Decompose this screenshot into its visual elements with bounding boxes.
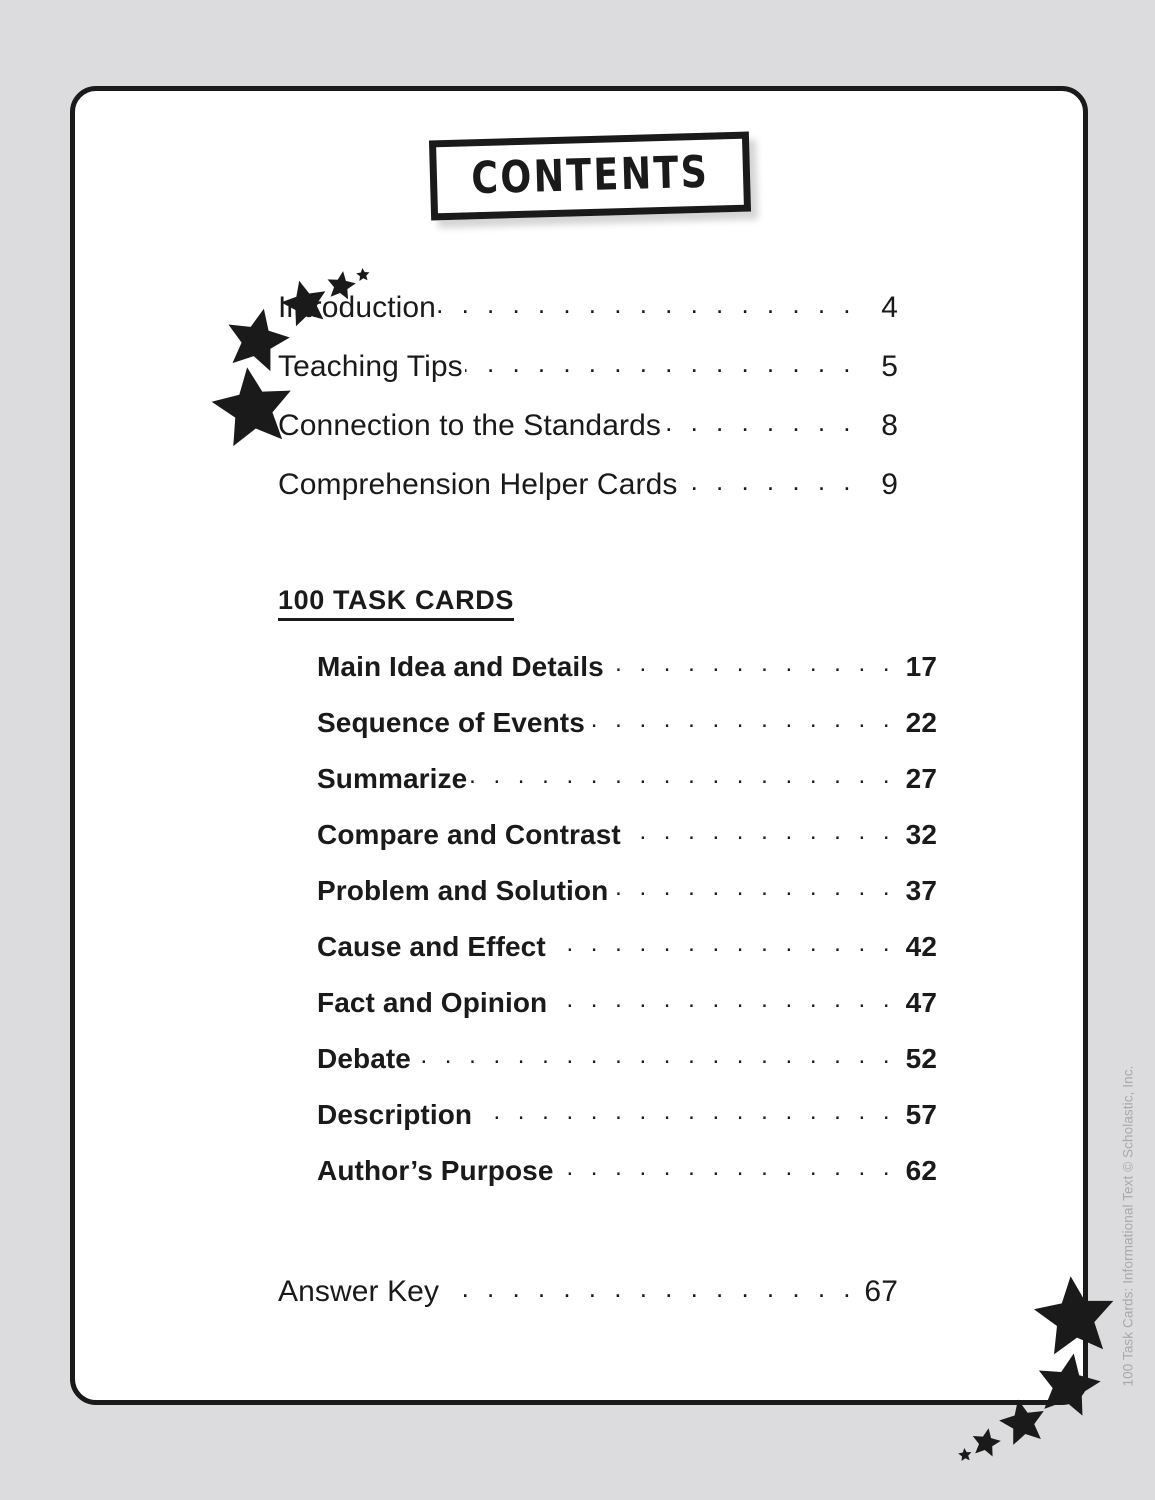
toc-entry-label: Connection to the Standards	[278, 409, 661, 442]
copyright-credit	[1110, 1046, 1146, 1406]
toc-dot-leader	[587, 716, 895, 732]
toc-entry-front-matter[interactable]	[278, 350, 898, 384]
toc-entry-label: Introduction	[278, 291, 436, 324]
front-matter-list	[278, 291, 898, 502]
toc-dot-leader	[474, 1108, 895, 1124]
toc-entry-label: Debate	[317, 1043, 411, 1074]
toc-entry-page-number: 42	[905, 931, 937, 962]
toc-entry-front-matter[interactable]	[278, 468, 898, 502]
task-cards-list	[278, 651, 937, 1187]
toc-entry-label: Main Idea and Details	[317, 651, 604, 682]
toc-entry-page-number: 4	[881, 291, 898, 324]
toc-dot-leader	[438, 301, 856, 317]
toc-entry-label: Compare and Contrast	[317, 819, 621, 850]
page-title: CONTENTS	[470, 146, 710, 205]
toc-entry-page-number: 57	[905, 1099, 937, 1130]
toc-dot-leader	[663, 419, 856, 435]
toc-dot-leader	[548, 940, 895, 956]
toc-entry-page-number: 17	[905, 651, 937, 682]
toc-entry-label: Description	[317, 1099, 473, 1130]
toc-entry-label: Fact and Opinion	[317, 987, 548, 1018]
toc-entry-page-number: 9	[881, 468, 898, 501]
back-matter-list	[278, 1275, 898, 1309]
toc-entry-task-card[interactable]	[278, 875, 937, 907]
toc-dot-leader	[469, 772, 895, 788]
toc-dot-leader	[606, 660, 895, 676]
toc-entry-label: Answer Key	[278, 1275, 440, 1308]
toc-dot-leader	[623, 828, 895, 844]
star-icon	[958, 1448, 971, 1461]
toc-dot-leader	[679, 478, 856, 494]
toc-entry-task-card[interactable]	[278, 931, 937, 963]
toc-entry-task-card[interactable]	[278, 763, 937, 795]
toc-entry-page-number: 8	[881, 409, 898, 442]
toc-dot-leader	[610, 884, 895, 900]
toc-entry-page-number: 27	[905, 763, 937, 794]
toc-entry-label: Problem and Solution	[317, 875, 609, 906]
toc-entry-task-card[interactable]	[278, 651, 937, 683]
toc-dot-leader	[549, 996, 895, 1012]
toc-entry-page-number: 67	[864, 1275, 898, 1308]
toc-entry-task-card[interactable]	[278, 1155, 937, 1187]
toc-entry-task-card[interactable]	[278, 1043, 937, 1075]
toc-entry-front-matter[interactable]	[278, 291, 898, 325]
section-heading-task-cards: 100 TASK CARDS	[278, 585, 514, 621]
toc-dot-leader	[413, 1052, 895, 1068]
toc-entry-label: Teaching Tips	[278, 350, 463, 383]
toc-entry-label: Sequence of Events	[317, 707, 585, 738]
toc-entry-page-number: 5	[881, 350, 898, 383]
toc-entry-task-card[interactable]	[278, 707, 937, 739]
star-icon	[356, 268, 369, 281]
toc-entry-page-number: 22	[905, 707, 937, 738]
toc-entry-front-matter[interactable]	[278, 409, 898, 443]
toc-dot-leader	[441, 1285, 856, 1301]
toc-entry-page-number: 37	[905, 875, 937, 906]
copyright-credit-text: 100 Task Cards: Informational Text © Scholastic, Inc.	[1120, 1065, 1136, 1387]
contents-title-plate	[430, 136, 750, 222]
toc-entry-label: Author’s Purpose	[317, 1155, 554, 1186]
toc-entry-label: Comprehension Helper Cards	[278, 468, 678, 501]
title-plate-box	[429, 132, 751, 221]
toc-dot-leader	[556, 1164, 895, 1180]
toc-entry-task-card[interactable]	[278, 819, 937, 851]
toc-entry-task-card[interactable]	[278, 1099, 937, 1131]
toc-entry-page-number: 62	[905, 1155, 937, 1186]
toc-entry-answer-key[interactable]	[278, 1275, 898, 1309]
toc-entry-label: Summarize	[317, 763, 468, 794]
toc-entry-page-number: 47	[905, 987, 937, 1018]
star-icon	[999, 1400, 1044, 1445]
toc-dot-leader	[465, 360, 856, 376]
star-icon	[973, 1428, 1001, 1456]
toc-entry-task-card[interactable]	[278, 987, 937, 1019]
star-icon	[1034, 1276, 1113, 1354]
star-icon	[1039, 1354, 1101, 1416]
toc-entry-page-number: 52	[905, 1043, 937, 1074]
toc-entry-page-number: 32	[905, 819, 937, 850]
page-border-frame	[70, 86, 1088, 1405]
star-cluster-bottom-right-icon	[958, 1283, 1128, 1473]
toc-entry-label: Cause and Effect	[317, 931, 546, 962]
table-of-contents	[278, 291, 937, 1334]
